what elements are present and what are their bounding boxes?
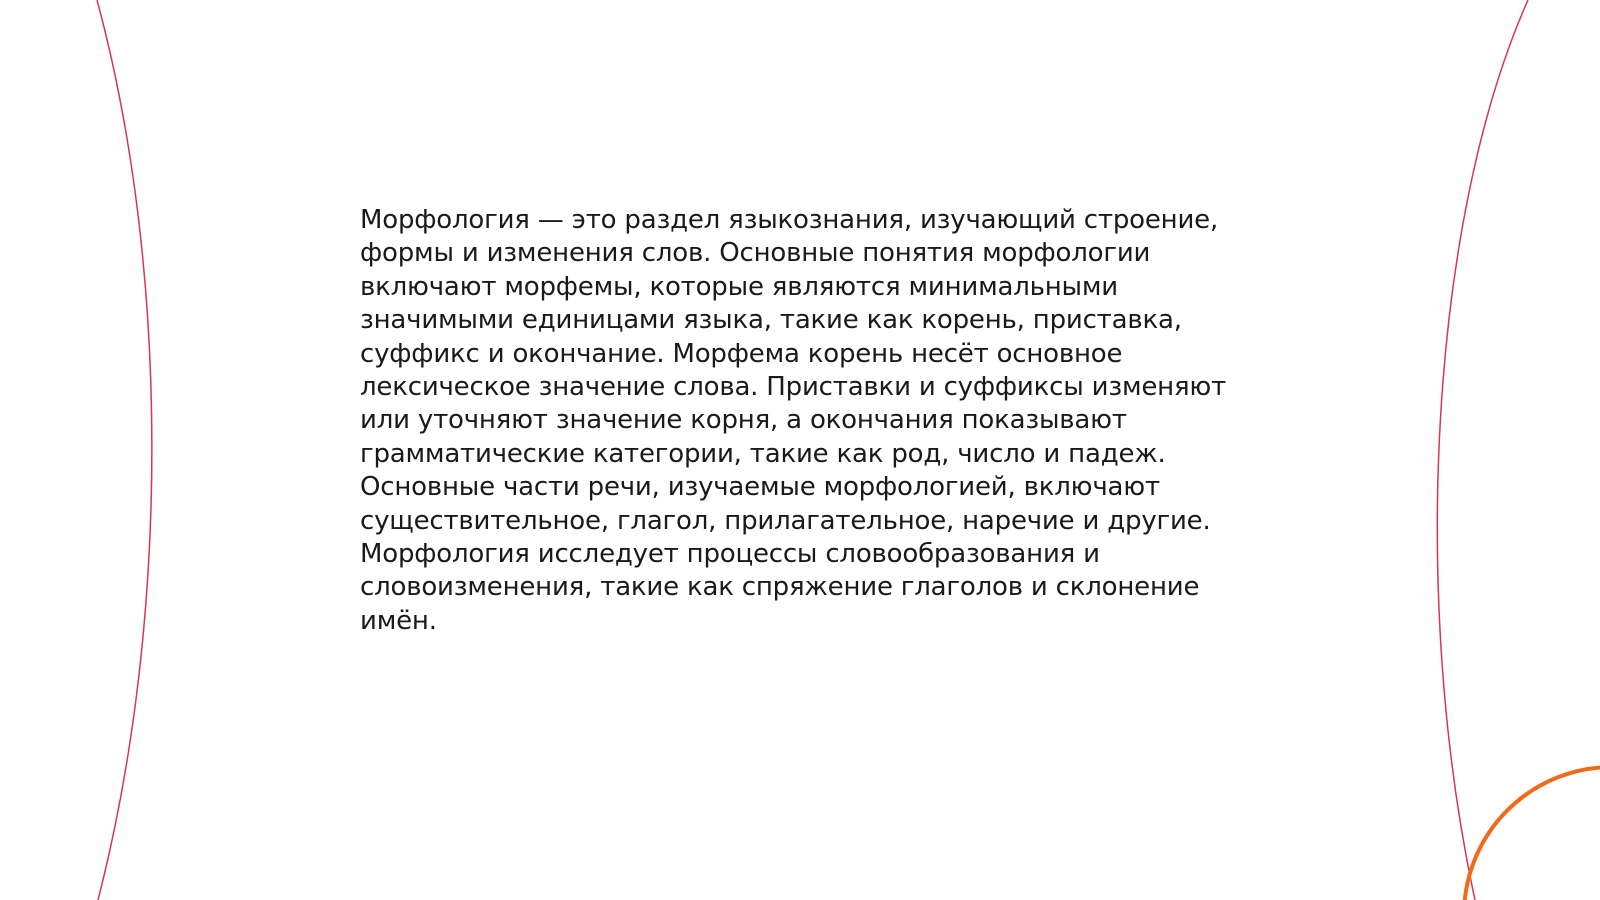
text-line: значимыми единицами языка, такие как корень, приставка, — [360, 305, 1182, 336]
text-line: лексическое значение слова. Приставки и суффиксы изменяют — [360, 372, 1227, 403]
text-line: формы и изменения слов. Основные понятия морфологии — [360, 238, 1151, 269]
body-paragraph — [360, 204, 1260, 638]
text-line: Основные части речи, изучаемые морфологией, включают — [360, 472, 1160, 503]
right-arc-line — [1437, 0, 1528, 900]
text-line: существительное, глагол, прилагательное, наречие и другие. — [360, 505, 1211, 536]
text-line: Морфология — это раздел языкознания, изучающий строение, — [360, 205, 1219, 235]
left-arc-line — [97, 0, 152, 900]
text-line: суффикс и окончание. Морфема корень несёт основное — [360, 338, 1123, 369]
text-line: грамматические категории, такие как род, число и падеж. — [360, 438, 1166, 469]
text-line: включают морфемы, которые являются минимальными — [360, 271, 1118, 302]
text-line: имён. — [360, 605, 437, 636]
text-line: Морфология исследует процессы словообразования и — [360, 539, 1100, 570]
orange-circle-outline — [1464, 767, 1600, 900]
text-line: или уточняют значение корня, а окончания показывают — [360, 405, 1127, 436]
text-line: словоизменения, такие как спряжение глаголов и склонение — [360, 572, 1200, 603]
